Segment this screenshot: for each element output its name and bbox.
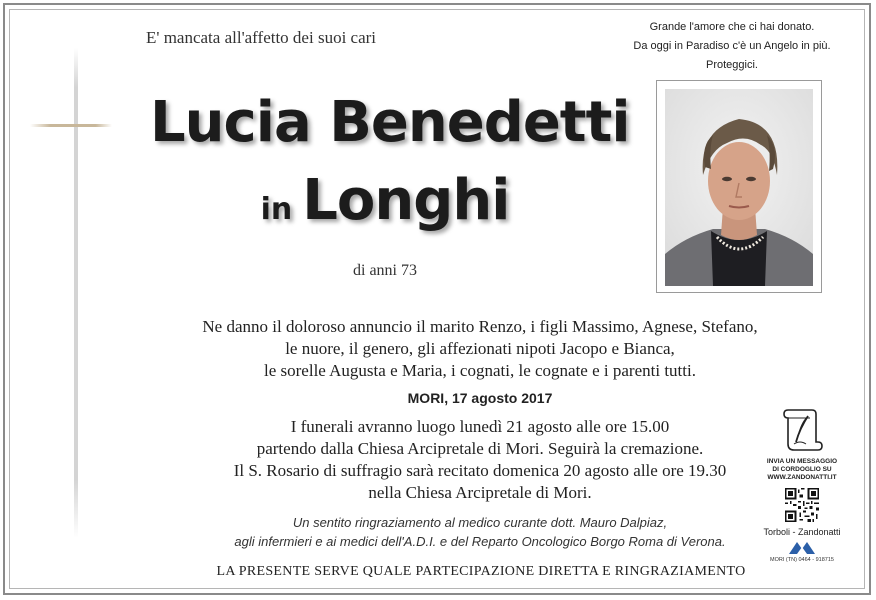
funeral-home-contact: MORI (TN) 0464 - 918715: [770, 557, 834, 563]
age-text: di anni 73: [353, 262, 417, 279]
funeral-home-logo: [787, 539, 817, 555]
dedication-quote: [632, 18, 832, 75]
deceased-name: Lucia Benedetti: [150, 90, 630, 155]
announcement-line: le nuore, il genero, gli affezionati nipoti Jacopo e Bianca,: [285, 339, 675, 358]
funeral-line: nella Chiesa Arcipretale di Mori.: [368, 483, 592, 502]
portrait-image: [665, 89, 813, 286]
funeral-line: partendo dalla Chiesa Arcipretale di Mori. Seguirà la cremazione.: [256, 439, 704, 458]
married-surname: Longhi: [302, 168, 510, 233]
funeral-home-name: Torboli - Zandonatti: [763, 527, 841, 537]
footer-note: LA PRESENTE SERVE QUALE PARTECIPAZIONE DIRETTA E RINGRAZIAMENTO: [216, 564, 746, 579]
quote-line: Da oggi in Paradiso c'è un Angelo in più.: [633, 40, 831, 52]
acknowledgement: [150, 513, 810, 551]
funeral-details: [150, 416, 810, 504]
cross-horizontal-bar: [30, 124, 112, 127]
place-date: MORI, 17 agosto 2017: [407, 390, 553, 406]
quote-line: Grande l'amore che ci hai donato.: [649, 21, 815, 33]
thanks-line: Un sentito ringraziamento al medico curante dott. Mauro Dalpiaz,: [292, 515, 668, 530]
message-line: DI CORDOGLIO SU: [772, 466, 832, 473]
scroll-quill-icon[interactable]: [780, 404, 824, 454]
married-name: [150, 168, 620, 233]
announcement: [150, 316, 810, 382]
quote-line: Proteggici.: [706, 59, 758, 71]
website-link[interactable]: WWW.ZANDONATTI.IT: [767, 474, 837, 481]
qr-code-icon[interactable]: [785, 488, 819, 522]
thanks-line: agli infermieri e ai medici dell'A.D.I. e del Reparto Oncologico Borgo Roma di Verona.: [234, 534, 726, 549]
cross-vertical-bar: [74, 48, 78, 538]
announcement-line: Ne danno il doloroso annuncio il marito Renzo, i figli Massimo, Agnese, Stefano,: [202, 317, 758, 336]
funeral-line: I funerali avranno luogo lunedì 21 agosto alle ore 15.00: [290, 417, 670, 436]
message-line: INVIA UN MESSAGGIO: [766, 458, 838, 465]
condolence-message: [762, 458, 842, 482]
announcement-line: le sorelle Augusta e Maria, i cognati, le cognate e i parenti tutti.: [264, 361, 696, 380]
intro-text: E' mancata all'affetto dei suoi cari: [146, 28, 377, 47]
name-conjunction: in: [260, 192, 293, 227]
condolence-panel: [762, 404, 842, 563]
funeral-line: Il S. Rosario di suffragio sarà recitato domenica 20 agosto alle ore 19.30: [233, 461, 727, 480]
